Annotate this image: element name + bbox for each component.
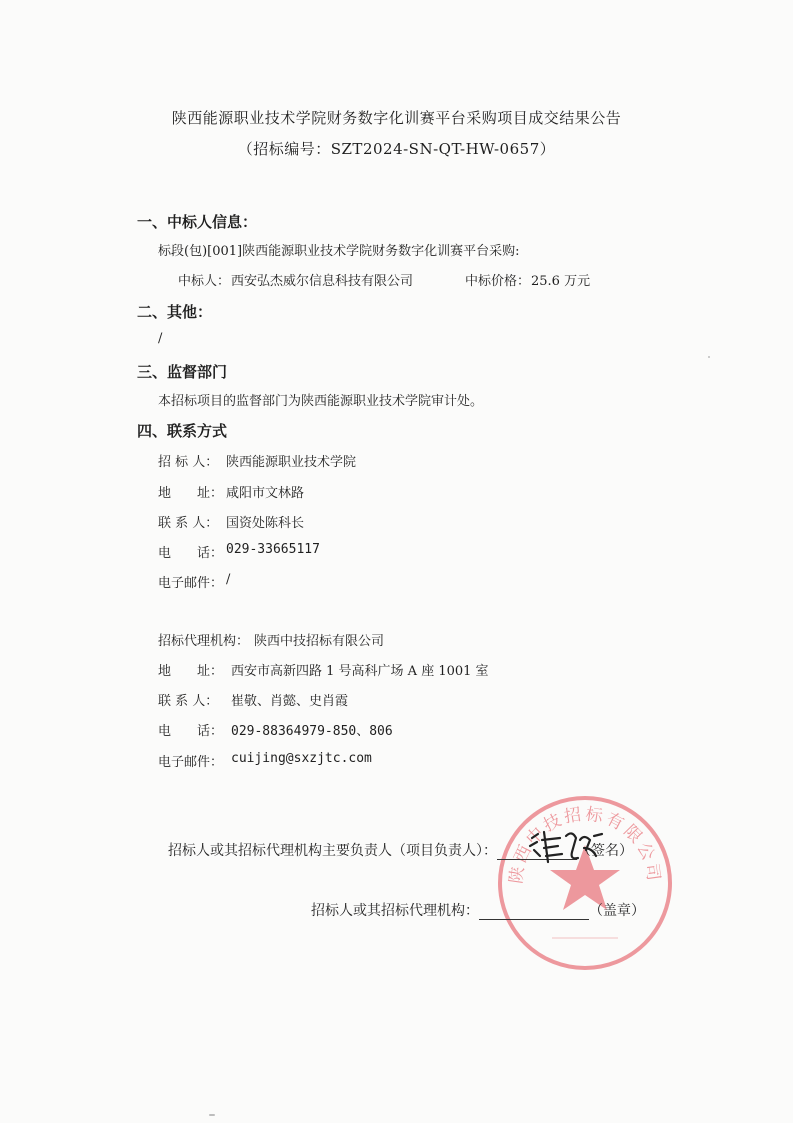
- tender-number: （招标编号：SZT2024-SN-QT-HW-0657）: [237, 140, 556, 158]
- agent-label: 招标代理机构：: [158, 634, 250, 649]
- contact-value: /: [226, 572, 231, 587]
- agent-label: 联 系 人：: [158, 694, 219, 709]
- section-heading-other: 二、其他：: [137, 303, 213, 321]
- contact-label: 联 系 人：: [158, 516, 219, 531]
- document-title: 陕西能源职业技术学院财务数字化训赛平台采购项目成交结果公告: [171, 109, 622, 127]
- contact-value: 029-33665117: [226, 542, 320, 557]
- contact-label: 地 址：: [158, 486, 224, 501]
- signature-label: 招标人或其招标代理机构主要负责人（项目负责人）：: [168, 843, 497, 859]
- contact-label: 电 话：: [158, 546, 224, 561]
- other-content: /: [158, 331, 163, 346]
- supervision-content: 本招标项目的监督部门为陕西能源职业技术学院审计处。: [158, 394, 484, 409]
- section-heading-winner: 一、中标人信息：: [137, 213, 258, 231]
- agent-label: 电 话：: [158, 724, 224, 739]
- agent-value: 029-88364979-850、806: [231, 724, 393, 739]
- agent-label: 电子邮件：: [158, 755, 224, 770]
- contact-value: 陕西能源职业技术学院: [226, 455, 357, 470]
- agent-value: 崔敬、肖懿、史肖霞: [231, 694, 349, 709]
- official-seal: [492, 790, 678, 976]
- price-value: 25.6 万元: [531, 274, 591, 289]
- seal-text: 陕西中技招标有限公司: [506, 804, 664, 885]
- scan-speck: [209, 1114, 215, 1116]
- contact-value: 国资处陈科长: [226, 516, 305, 531]
- winner-label: 中标人：: [178, 274, 231, 289]
- agent-label: 地 址：: [158, 664, 224, 679]
- winner-value: 西安弘杰威尔信息科技有限公司: [231, 274, 414, 289]
- contact-label: 招 标 人：: [158, 455, 219, 470]
- signature-suffix: （签名）: [577, 843, 633, 859]
- agent-value: cuijing@sxzjtc.com: [231, 751, 372, 766]
- seal-line: [311, 900, 645, 920]
- scan-speck: [708, 356, 710, 358]
- seal-suffix: （盖章）: [589, 903, 645, 919]
- contact-label: 电子邮件：: [158, 576, 224, 591]
- seal-blank: [479, 903, 589, 920]
- contact-value: 咸阳市文林路: [226, 486, 305, 501]
- seal-label: 招标人或其招标代理机构：: [311, 903, 479, 919]
- agent-value: 西安市高新四路 1 号高科广场 A 座 1001 室: [231, 664, 489, 679]
- lot-description: 标段(包)[001]陕西能源职业技术学院财务数字化训赛平台采购:: [158, 244, 520, 259]
- section-heading-contact: 四、联系方式: [137, 422, 228, 440]
- price-label: 中标价格：: [465, 274, 531, 289]
- section-heading-supervision: 三、监督部门: [137, 363, 228, 381]
- handwritten-signature: [526, 826, 606, 866]
- agent-value: 陕西中技招标有限公司: [254, 634, 385, 649]
